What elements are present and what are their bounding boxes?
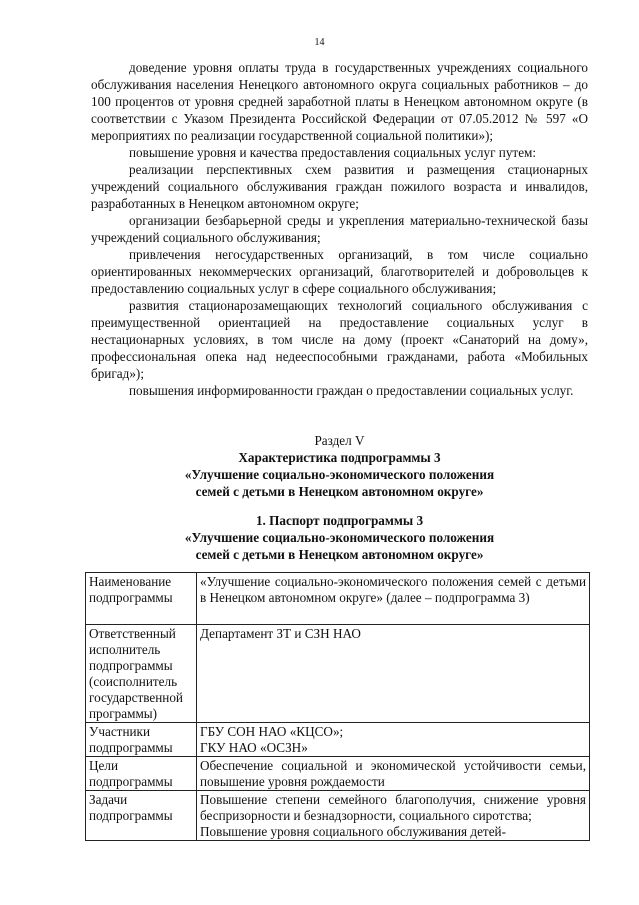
table-row xyxy=(86,757,590,791)
paragraph: доведение уровня оплаты труда в государственных учреждениях социального обслуживания населения Ненецкого автономного округа социальных работников – до 100 процентов от уровня средней заработной платы в Ненецком автономном округе (в соответствии с Указом Президента Российской Федерации от 07.05.2012 № 597 «О мероприятиях по реализации государственной социальной политики»); xyxy=(91,60,588,143)
paragraph: развития стационарозамещающих технологий социального обслуживания с преимущественной ориентацией на предоставление социальных услуг в нестационарных условиях, в том числе на дому (проект «Санаторий на дому», профессиональная опека над недееспособными гражданами, работа «Мобильных бригад»); xyxy=(91,298,588,381)
row-value-line: Повышение уровня социального обслуживания детей- xyxy=(200,824,506,839)
row-value-line: Повышение степени семейного благополучия, снижение уровня беспризорности и безнадзорности, социального сиротства; xyxy=(200,792,586,823)
row-value-line: Обеспечение социальной и экономической устойчивости семьи, повышение уровня рождаемости xyxy=(200,758,586,789)
passport-table xyxy=(85,572,590,841)
row-value-line: Департамент ЗТ и СЗН НАО xyxy=(200,626,361,641)
row-label: Цели подпрограммы xyxy=(86,757,197,791)
row-value xyxy=(197,625,590,723)
paragraph: привлечения негосударственных организаций, в том числе социально ориентированных некоммерческих организаций, благотворителей и добровольцев к предоставлению социальных услуг в сфере социального обслуживания; xyxy=(91,247,588,296)
section-title-line: Характеристика подпрограммы 3 xyxy=(238,450,441,465)
passport-title-line: 1. Паспорт подпрограммы 3 xyxy=(255,513,424,528)
row-label: Задачи подпрограммы xyxy=(86,791,197,841)
page-number: 14 xyxy=(314,37,325,48)
row-value xyxy=(197,791,590,841)
paragraph: организации безбарьерной среды и укрепления материально-технической базы учреждений социального обслуживания; xyxy=(91,213,588,245)
paragraph: реализации перспективных схем развития и размещения стационарных учреждений социального обслуживания граждан пожилого возраста и инвалидов, разработанных в Ненецком автономном округе; xyxy=(91,162,588,211)
passport-title-line: семей с детьми в Ненецком автономном округе» xyxy=(195,547,484,562)
table-row xyxy=(86,791,590,841)
paragraph: повышения информированности граждан о предоставлении социальных услуг. xyxy=(129,383,574,398)
table-row xyxy=(86,573,590,625)
table-row xyxy=(86,625,590,723)
paragraph: повышение уровня и качества предоставления социальных услуг путем: xyxy=(129,145,537,160)
row-value-line: ГБУ СОН НАО «КЦСО»; xyxy=(200,724,344,739)
table-row xyxy=(86,723,590,757)
row-value xyxy=(197,723,590,757)
section-label: Раздел V xyxy=(314,433,365,448)
passport-heading xyxy=(91,512,588,563)
row-label: Наименование подпрограммы xyxy=(86,573,197,625)
row-label: Ответственный исполнитель подпрограммы (соисполнитель государственной программы) xyxy=(86,625,197,723)
section-title-line: «Улучшение социально-экономического положения xyxy=(184,467,495,482)
passport-title-line: «Улучшение социально-экономического положения xyxy=(184,530,495,545)
row-value-line: ГКУ НАО «ОСЗН» xyxy=(200,740,308,755)
row-value xyxy=(197,573,590,625)
row-value xyxy=(197,757,590,791)
section-heading xyxy=(91,432,588,500)
row-value-line: «Улучшение социально-экономического положения семей с детьми в Ненецком автономном округе» (далее – подпрограмма 3) xyxy=(200,574,586,605)
section-title-line: семей с детьми в Ненецком автономном округе» xyxy=(195,484,484,499)
row-label: Участники подпрограммы xyxy=(86,723,197,757)
body-text xyxy=(91,59,588,399)
